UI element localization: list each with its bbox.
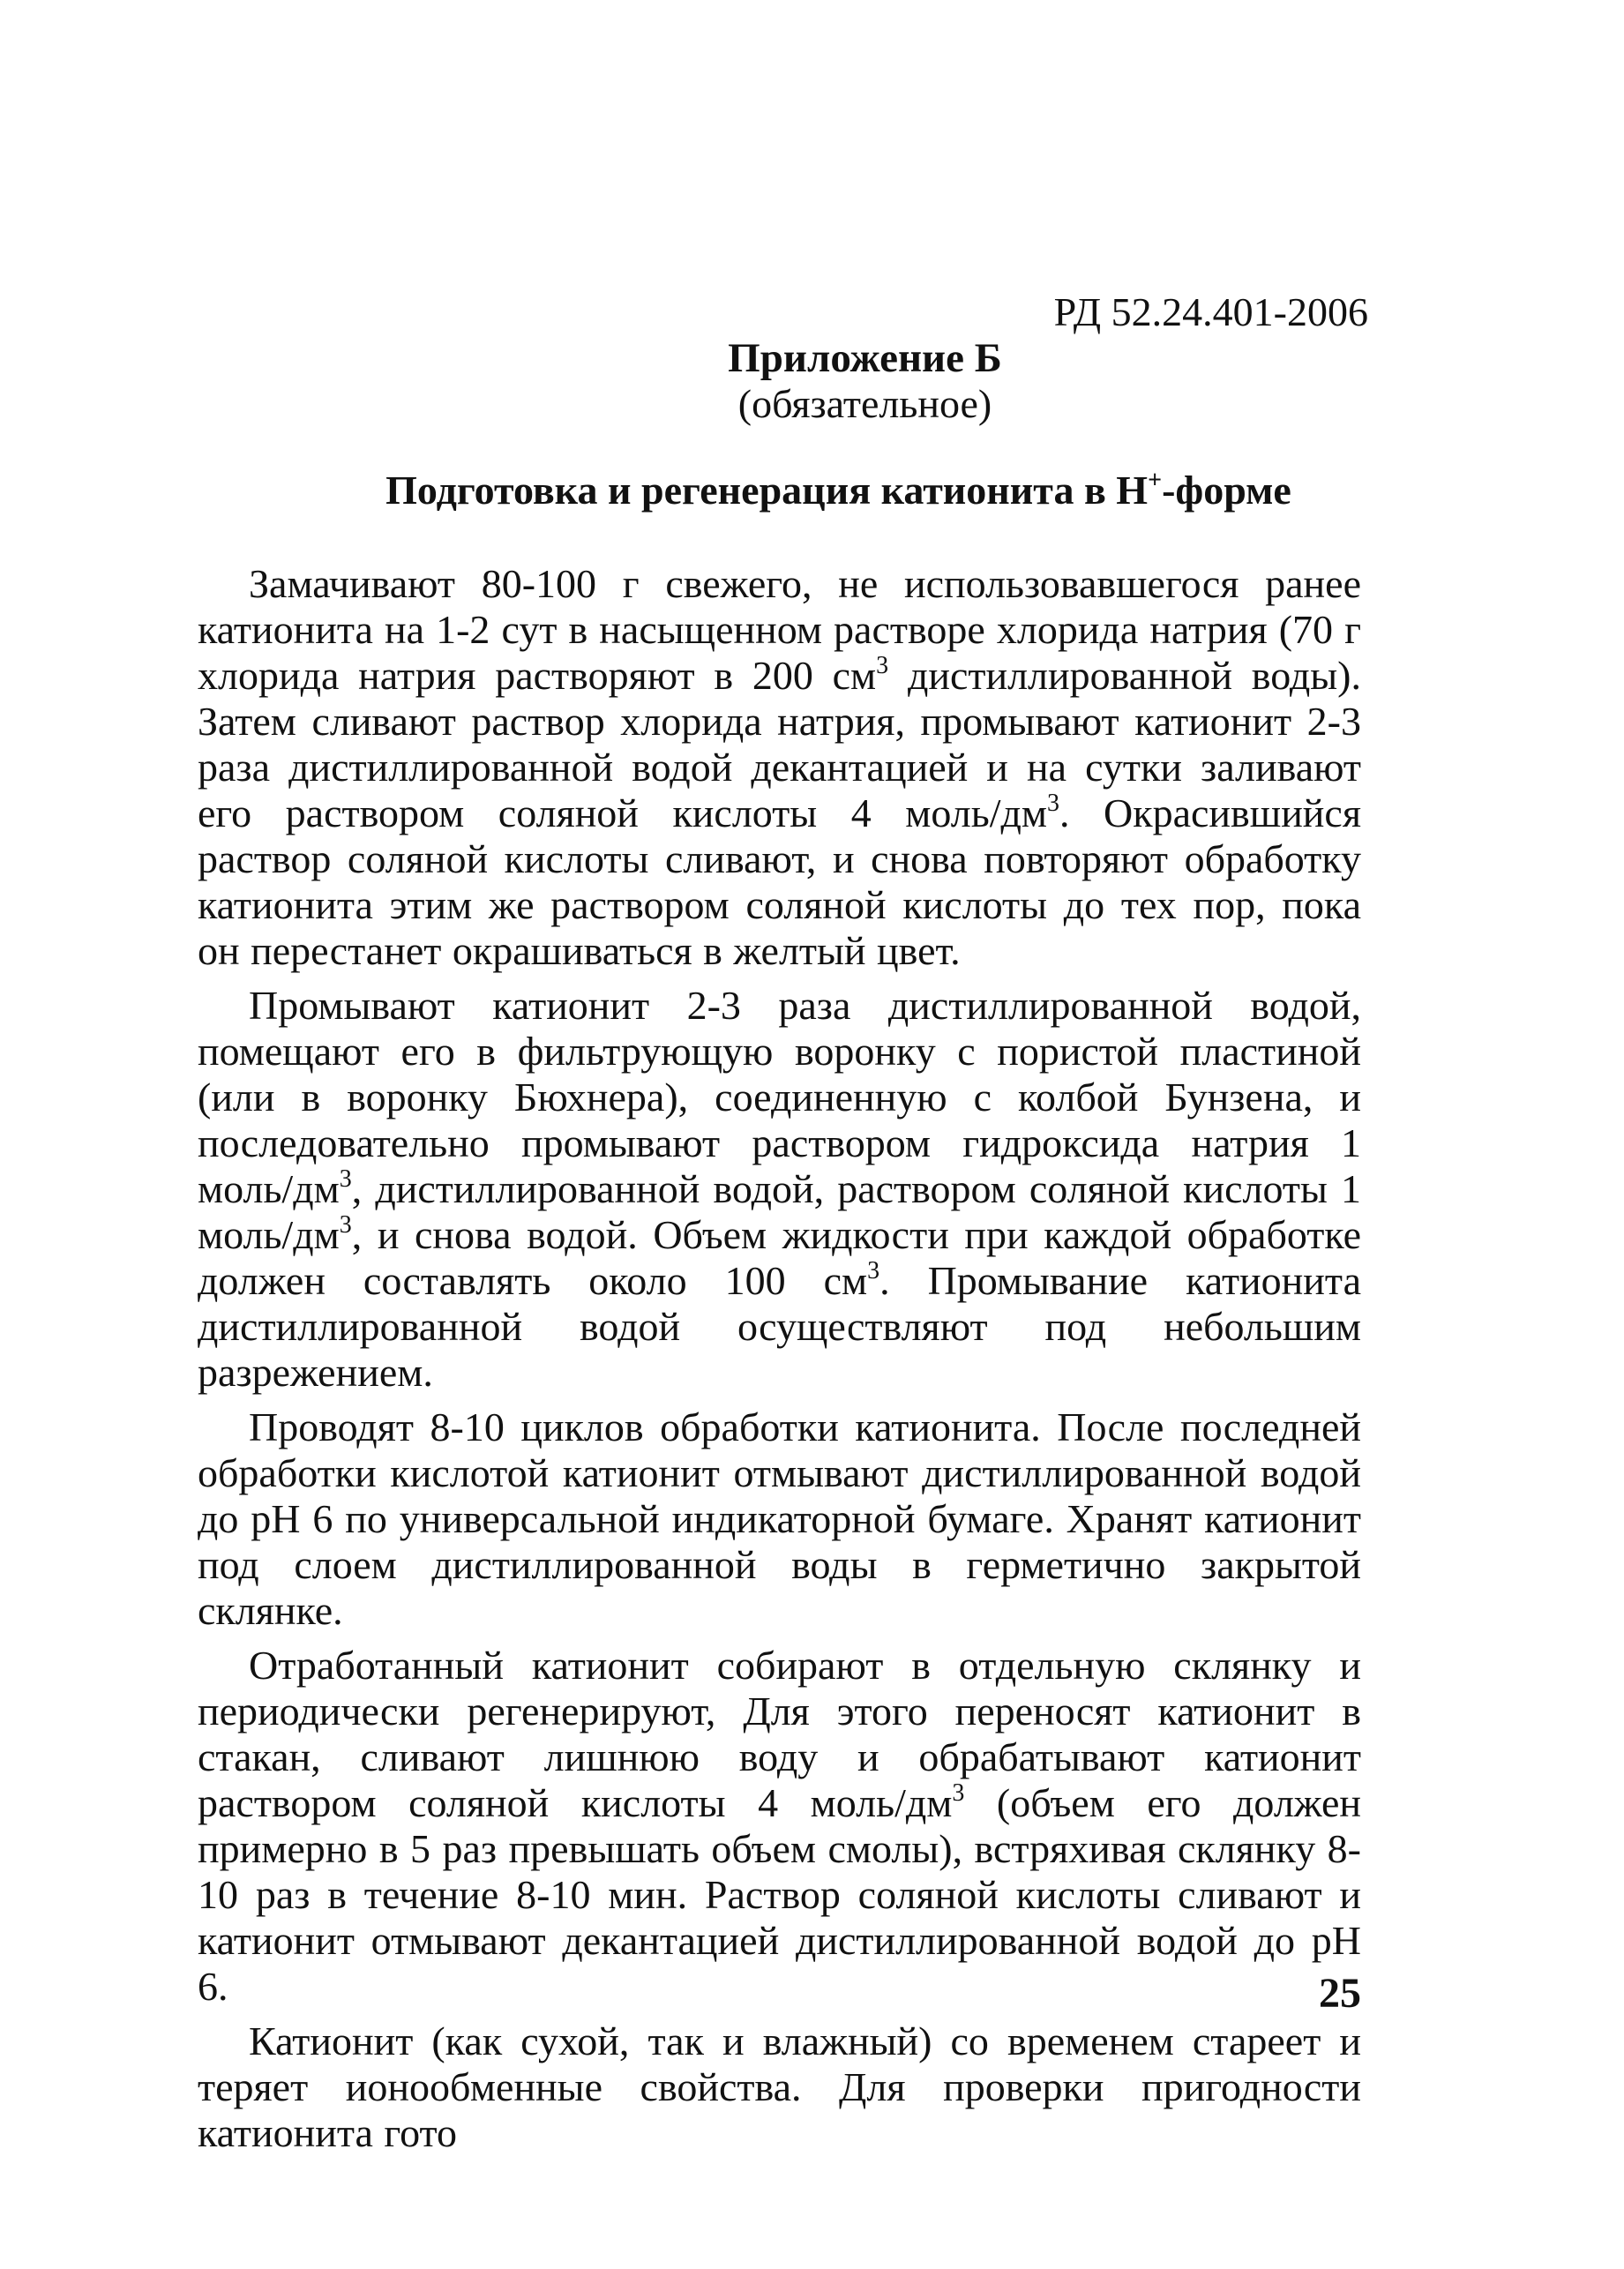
paragraph-text: Промывают катионит 2-3 раза дистиллированной водой, помещают его в фильтрующую воронку с пористой пластиной (или в воронку Бюхнера), соединенную с колбой Бунзена, и последовательно промывают раствором гидроксида натрия 1 моль/дм (198, 983, 1361, 1211)
paragraph-text: . Промывание катионита дистиллированной водой осуществляют под небольшим разрежением. (198, 1258, 1361, 1395)
section-title (0, 468, 1624, 513)
body-text (198, 561, 1361, 2165)
superscript: 3 (339, 1211, 352, 1239)
paragraph-text: Замачивают 80-100 г свежего, не использовавшегося ранее катионита на 1-2 сут в насыщенном растворе хлорида натрия (70 г хлорида натрия растворяют в 200 см (198, 561, 1361, 698)
section-title-suffix: -форме (1162, 468, 1291, 513)
appendix-subtitle: (обязательное) (737, 381, 992, 426)
document-code: РД 52.24.401-2006 (1053, 289, 1368, 334)
appendix-title: Приложение Б (728, 335, 1002, 381)
superscript: 3 (876, 652, 889, 679)
section-title-superscript: + (1148, 467, 1163, 494)
paragraph-text: Проводят 8-10 циклов обработки катионита. После последней обработки кислотой катионит отмывают дистиллированной водой до рН 6 по универсальной индикаторной бумаге. Хранят катионит под слоем дистиллированной воды в герметично закрытой склянке. (198, 1404, 1361, 1633)
superscript: 3 (867, 1257, 880, 1284)
paragraph (198, 1643, 1361, 2010)
paragraph (198, 2018, 1361, 2156)
paragraph (198, 983, 1361, 1396)
superscript: 3 (952, 1779, 965, 1807)
paragraph-text: Отработанный катионит собирают в отдельную склянку и периодически регенерируют, Для этого переносят катионит в стакан, сливают лишнюю воду и обрабатывают катионит раствором соляной кислоты 4 моль/дм (198, 1643, 1361, 1825)
paragraph-text: . Окрасившийся раствор соляной кислоты сливают, и снова повторяют обработку катионита этим же раствором соляной кислоты до тех пор, пока он перестанет окрашиваться в желтый цвет. (198, 790, 1361, 973)
superscript: 3 (339, 1165, 352, 1193)
paragraph-text: , и снова водой. Объем жидкости при каждой обработке должен составлять около 100 см (198, 1212, 1361, 1303)
paragraph-text: , дистиллированной водой, раствором соляной кислоты 1 моль/дм (198, 1166, 1361, 1257)
section-title-text: Подготовка и регенерация катионита в Н (385, 468, 1149, 513)
page-number: 25 (1319, 1970, 1361, 2017)
paragraph (198, 561, 1361, 974)
paragraph-text: дистиллированной воды). Затем сливают раствор хлорида натрия, промывают катионит 2-3 раза дистиллированной водой декантацией и на сутки заливают его раствором соляной кислоты 4 моль/дм (198, 653, 1361, 835)
paragraph-text: Катионит (как сухой, так и влажный) со временем стареет и теряет ионообменные свойства. Для проверки пригодности катионита гото (198, 2018, 1361, 2155)
paragraph-text: (объем его должен примерно в 5 раз превышать объем смолы), встряхивая склянку 8-10 раз в течение 8-10 мин. Раствор соляной кислоты сливают и катионит отмывают декантацией дистиллированной водой до рН 6. (198, 1780, 1361, 2009)
paragraph (198, 1404, 1361, 1634)
superscript: 3 (1047, 790, 1059, 817)
